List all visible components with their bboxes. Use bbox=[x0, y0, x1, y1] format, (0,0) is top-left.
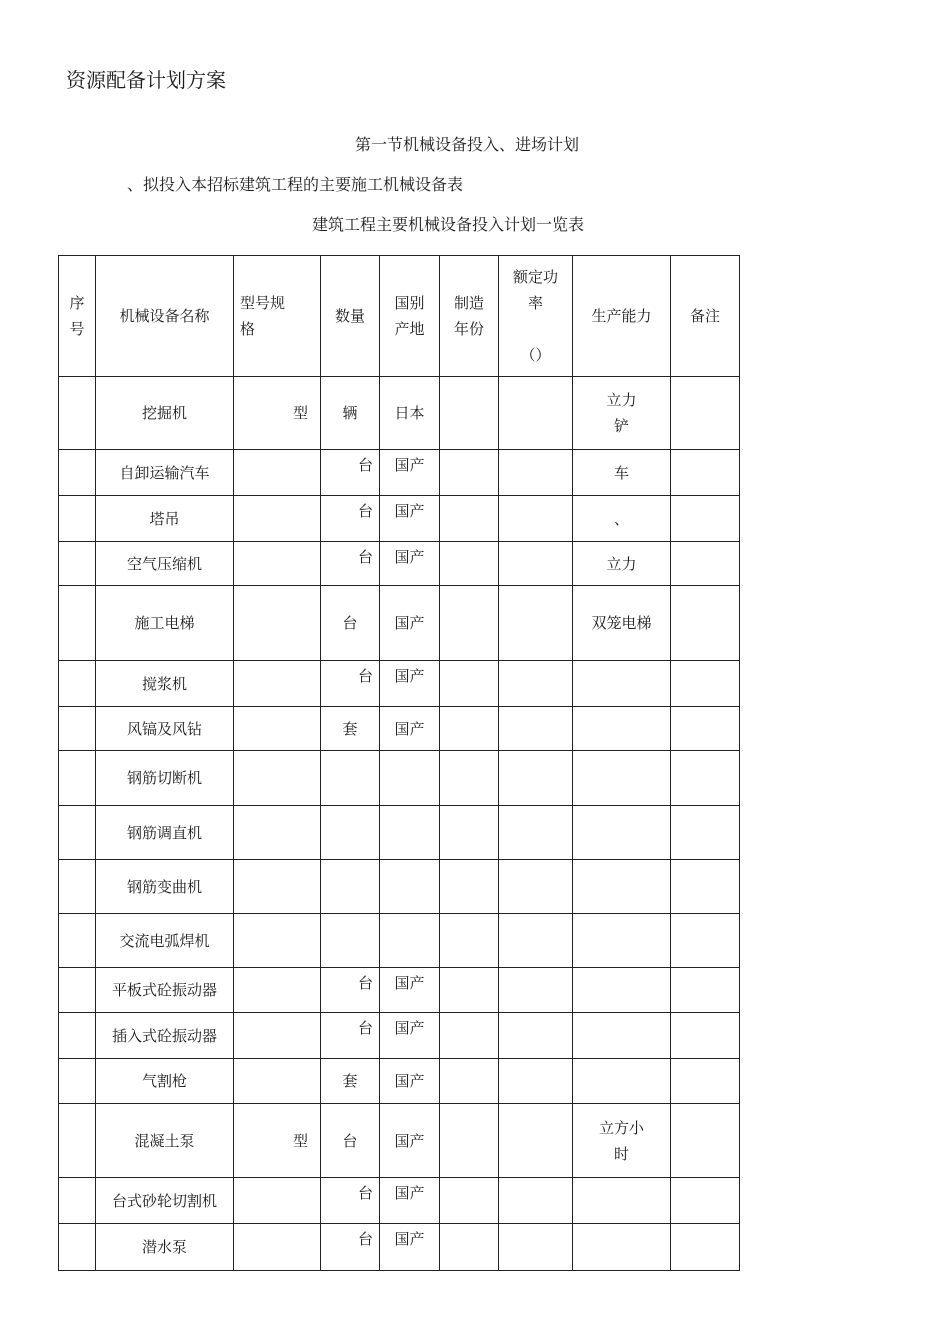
cell-origin: 国产 bbox=[380, 450, 440, 496]
cell-capacity bbox=[573, 968, 671, 1013]
cell-index bbox=[59, 707, 96, 751]
cell-year bbox=[440, 1178, 499, 1224]
table-row bbox=[59, 1224, 740, 1271]
cell-model bbox=[234, 586, 321, 661]
cell-model bbox=[234, 661, 321, 707]
table-row bbox=[59, 661, 740, 707]
cell-name: 平板式砼振动器 bbox=[96, 968, 234, 1013]
cell-year bbox=[440, 806, 499, 860]
cell-index bbox=[59, 1224, 96, 1271]
cell-model: 型 bbox=[234, 377, 321, 450]
cell-remark bbox=[671, 968, 740, 1013]
cell-power bbox=[499, 496, 573, 542]
cell-quantity: 套 bbox=[321, 707, 380, 751]
cell-year bbox=[440, 707, 499, 751]
cell-year bbox=[440, 968, 499, 1013]
cell-remark bbox=[671, 914, 740, 968]
header-index: 序 号 bbox=[59, 256, 96, 377]
cell-quantity: 台 bbox=[321, 661, 380, 707]
header-quantity: 数量 bbox=[321, 256, 380, 377]
cell-model bbox=[234, 1178, 321, 1224]
cell-model bbox=[234, 968, 321, 1013]
cell-index bbox=[59, 450, 96, 496]
table-row bbox=[59, 806, 740, 860]
cell-capacity bbox=[573, 1224, 671, 1271]
cell-remark bbox=[671, 860, 740, 914]
table-row bbox=[59, 914, 740, 968]
cell-name: 风镐及风钻 bbox=[96, 707, 234, 751]
document-title: 资源配备计划方案 bbox=[66, 68, 226, 92]
table-row bbox=[59, 1059, 740, 1104]
cell-power bbox=[499, 707, 573, 751]
cell-origin: 国产 bbox=[380, 1059, 440, 1104]
cell-name: 钢筋切断机 bbox=[96, 751, 234, 806]
cell-year bbox=[440, 1224, 499, 1271]
cell-year bbox=[440, 450, 499, 496]
header-name: 机械设备名称 bbox=[96, 256, 234, 377]
cell-index bbox=[59, 751, 96, 806]
cell-power bbox=[499, 1013, 573, 1059]
cell-model bbox=[234, 496, 321, 542]
cell-name: 空气压缩机 bbox=[96, 542, 234, 586]
cell-origin: 国产 bbox=[380, 707, 440, 751]
table-row bbox=[59, 1104, 740, 1178]
cell-index bbox=[59, 1104, 96, 1178]
cell-index bbox=[59, 1013, 96, 1059]
cell-capacity bbox=[573, 860, 671, 914]
cell-origin: 日本 bbox=[380, 377, 440, 450]
cell-origin: 国产 bbox=[380, 542, 440, 586]
table-row bbox=[59, 542, 740, 586]
cell-index bbox=[59, 1178, 96, 1224]
section-title: 第一节机械设备投入、进场计划 bbox=[355, 135, 580, 154]
cell-year bbox=[440, 751, 499, 806]
cell-model bbox=[234, 1013, 321, 1059]
table-row bbox=[59, 860, 740, 914]
cell-year bbox=[440, 377, 499, 450]
table-row bbox=[59, 707, 740, 751]
cell-origin bbox=[380, 860, 440, 914]
cell-index bbox=[59, 1059, 96, 1104]
cell-name: 交流电弧焊机 bbox=[96, 914, 234, 968]
cell-index bbox=[59, 377, 96, 450]
cell-capacity bbox=[573, 914, 671, 968]
cell-quantity: 辆 bbox=[321, 377, 380, 450]
cell-name: 插入式砼振动器 bbox=[96, 1013, 234, 1059]
cell-quantity bbox=[321, 751, 380, 806]
header-capacity: 生产能力 bbox=[573, 256, 671, 377]
cell-index bbox=[59, 806, 96, 860]
cell-name: 气割枪 bbox=[96, 1059, 234, 1104]
cell-quantity: 台 bbox=[321, 968, 380, 1013]
cell-name: 混凝土泵 bbox=[96, 1104, 234, 1178]
cell-name: 潜水泵 bbox=[96, 1224, 234, 1271]
table-caption: 建筑工程主要机械设备投入计划一览表 bbox=[312, 215, 585, 234]
cell-quantity: 台 bbox=[321, 586, 380, 661]
cell-power bbox=[499, 968, 573, 1013]
cell-remark bbox=[671, 806, 740, 860]
cell-year bbox=[440, 542, 499, 586]
cell-remark bbox=[671, 586, 740, 661]
cell-origin: 国产 bbox=[380, 1224, 440, 1271]
cell-index bbox=[59, 914, 96, 968]
cell-name: 自卸运输汽车 bbox=[96, 450, 234, 496]
cell-quantity: 台 bbox=[321, 1178, 380, 1224]
cell-remark bbox=[671, 496, 740, 542]
header-model: 型号规 格 bbox=[234, 256, 321, 377]
cell-origin bbox=[380, 914, 440, 968]
cell-power bbox=[499, 914, 573, 968]
cell-origin: 国产 bbox=[380, 1104, 440, 1178]
cell-model bbox=[234, 707, 321, 751]
cell-name: 挖掘机 bbox=[96, 377, 234, 450]
cell-quantity bbox=[321, 914, 380, 968]
cell-power bbox=[499, 1104, 573, 1178]
cell-model bbox=[234, 806, 321, 860]
cell-power bbox=[499, 1059, 573, 1104]
cell-power bbox=[499, 450, 573, 496]
cell-year bbox=[440, 1013, 499, 1059]
table-row bbox=[59, 377, 740, 450]
cell-model bbox=[234, 450, 321, 496]
cell-capacity: 车 bbox=[573, 450, 671, 496]
cell-quantity: 台 bbox=[321, 496, 380, 542]
cell-index bbox=[59, 860, 96, 914]
cell-capacity bbox=[573, 661, 671, 707]
cell-capacity bbox=[573, 806, 671, 860]
cell-remark bbox=[671, 751, 740, 806]
cell-origin: 国产 bbox=[380, 586, 440, 661]
cell-power bbox=[499, 860, 573, 914]
cell-origin: 国产 bbox=[380, 661, 440, 707]
cell-capacity: 双笼电梯 bbox=[573, 586, 671, 661]
cell-year bbox=[440, 496, 499, 542]
cell-quantity: 套 bbox=[321, 1059, 380, 1104]
cell-power bbox=[499, 751, 573, 806]
cell-quantity: 台 bbox=[321, 450, 380, 496]
table-row bbox=[59, 1178, 740, 1224]
cell-model bbox=[234, 860, 321, 914]
cell-origin: 国产 bbox=[380, 968, 440, 1013]
cell-power bbox=[499, 542, 573, 586]
header-power: 额定功 率 （） bbox=[499, 256, 573, 377]
cell-index bbox=[59, 968, 96, 1013]
subsection-title: 、拟投入本招标建筑工程的主要施工机械设备表 bbox=[127, 175, 464, 194]
cell-quantity bbox=[321, 806, 380, 860]
cell-quantity: 台 bbox=[321, 1013, 380, 1059]
equipment-table bbox=[58, 255, 740, 1271]
cell-year bbox=[440, 1104, 499, 1178]
table-row bbox=[59, 1013, 740, 1059]
cell-year bbox=[440, 860, 499, 914]
cell-name: 施工电梯 bbox=[96, 586, 234, 661]
cell-power bbox=[499, 586, 573, 661]
cell-remark bbox=[671, 1224, 740, 1271]
cell-quantity bbox=[321, 860, 380, 914]
table-header-row bbox=[59, 256, 740, 377]
table-row bbox=[59, 751, 740, 806]
cell-index bbox=[59, 542, 96, 586]
header-remark: 备注 bbox=[671, 256, 740, 377]
header-origin: 国别 产地 bbox=[380, 256, 440, 377]
cell-power bbox=[499, 377, 573, 450]
table-row bbox=[59, 586, 740, 661]
cell-remark bbox=[671, 1178, 740, 1224]
cell-origin: 国产 bbox=[380, 1013, 440, 1059]
cell-capacity: 立力 bbox=[573, 542, 671, 586]
cell-origin bbox=[380, 806, 440, 860]
cell-origin bbox=[380, 751, 440, 806]
table-row bbox=[59, 450, 740, 496]
cell-power bbox=[499, 1178, 573, 1224]
cell-power bbox=[499, 806, 573, 860]
cell-name: 搅浆机 bbox=[96, 661, 234, 707]
cell-index bbox=[59, 661, 96, 707]
cell-remark bbox=[671, 1013, 740, 1059]
cell-model bbox=[234, 1059, 321, 1104]
cell-name: 台式砂轮切割机 bbox=[96, 1178, 234, 1224]
cell-power bbox=[499, 1224, 573, 1271]
cell-year bbox=[440, 586, 499, 661]
cell-name: 钢筋调直机 bbox=[96, 806, 234, 860]
cell-model: 型 bbox=[234, 1104, 321, 1178]
cell-index bbox=[59, 496, 96, 542]
cell-quantity: 台 bbox=[321, 1224, 380, 1271]
cell-remark bbox=[671, 1059, 740, 1104]
cell-capacity bbox=[573, 1178, 671, 1224]
cell-quantity: 台 bbox=[321, 542, 380, 586]
cell-year bbox=[440, 661, 499, 707]
header-year: 制造 年份 bbox=[440, 256, 499, 377]
cell-capacity bbox=[573, 707, 671, 751]
cell-capacity bbox=[573, 751, 671, 806]
cell-model bbox=[234, 914, 321, 968]
cell-remark bbox=[671, 542, 740, 586]
cell-name: 塔吊 bbox=[96, 496, 234, 542]
cell-power bbox=[499, 661, 573, 707]
cell-model bbox=[234, 542, 321, 586]
cell-model bbox=[234, 751, 321, 806]
cell-origin: 国产 bbox=[380, 1178, 440, 1224]
table-row bbox=[59, 496, 740, 542]
cell-remark bbox=[671, 707, 740, 751]
cell-remark bbox=[671, 1104, 740, 1178]
cell-capacity: 立力 铲 bbox=[573, 377, 671, 450]
cell-capacity bbox=[573, 1013, 671, 1059]
cell-remark bbox=[671, 450, 740, 496]
cell-index bbox=[59, 586, 96, 661]
cell-year bbox=[440, 1059, 499, 1104]
cell-origin: 国产 bbox=[380, 496, 440, 542]
cell-quantity: 台 bbox=[321, 1104, 380, 1178]
cell-remark bbox=[671, 377, 740, 450]
cell-capacity: 立方小 时 bbox=[573, 1104, 671, 1178]
cell-remark bbox=[671, 661, 740, 707]
cell-capacity bbox=[573, 1059, 671, 1104]
cell-name: 钢筋变曲机 bbox=[96, 860, 234, 914]
cell-model bbox=[234, 1224, 321, 1271]
cell-capacity: 、 bbox=[573, 496, 671, 542]
table-row bbox=[59, 968, 740, 1013]
cell-year bbox=[440, 914, 499, 968]
